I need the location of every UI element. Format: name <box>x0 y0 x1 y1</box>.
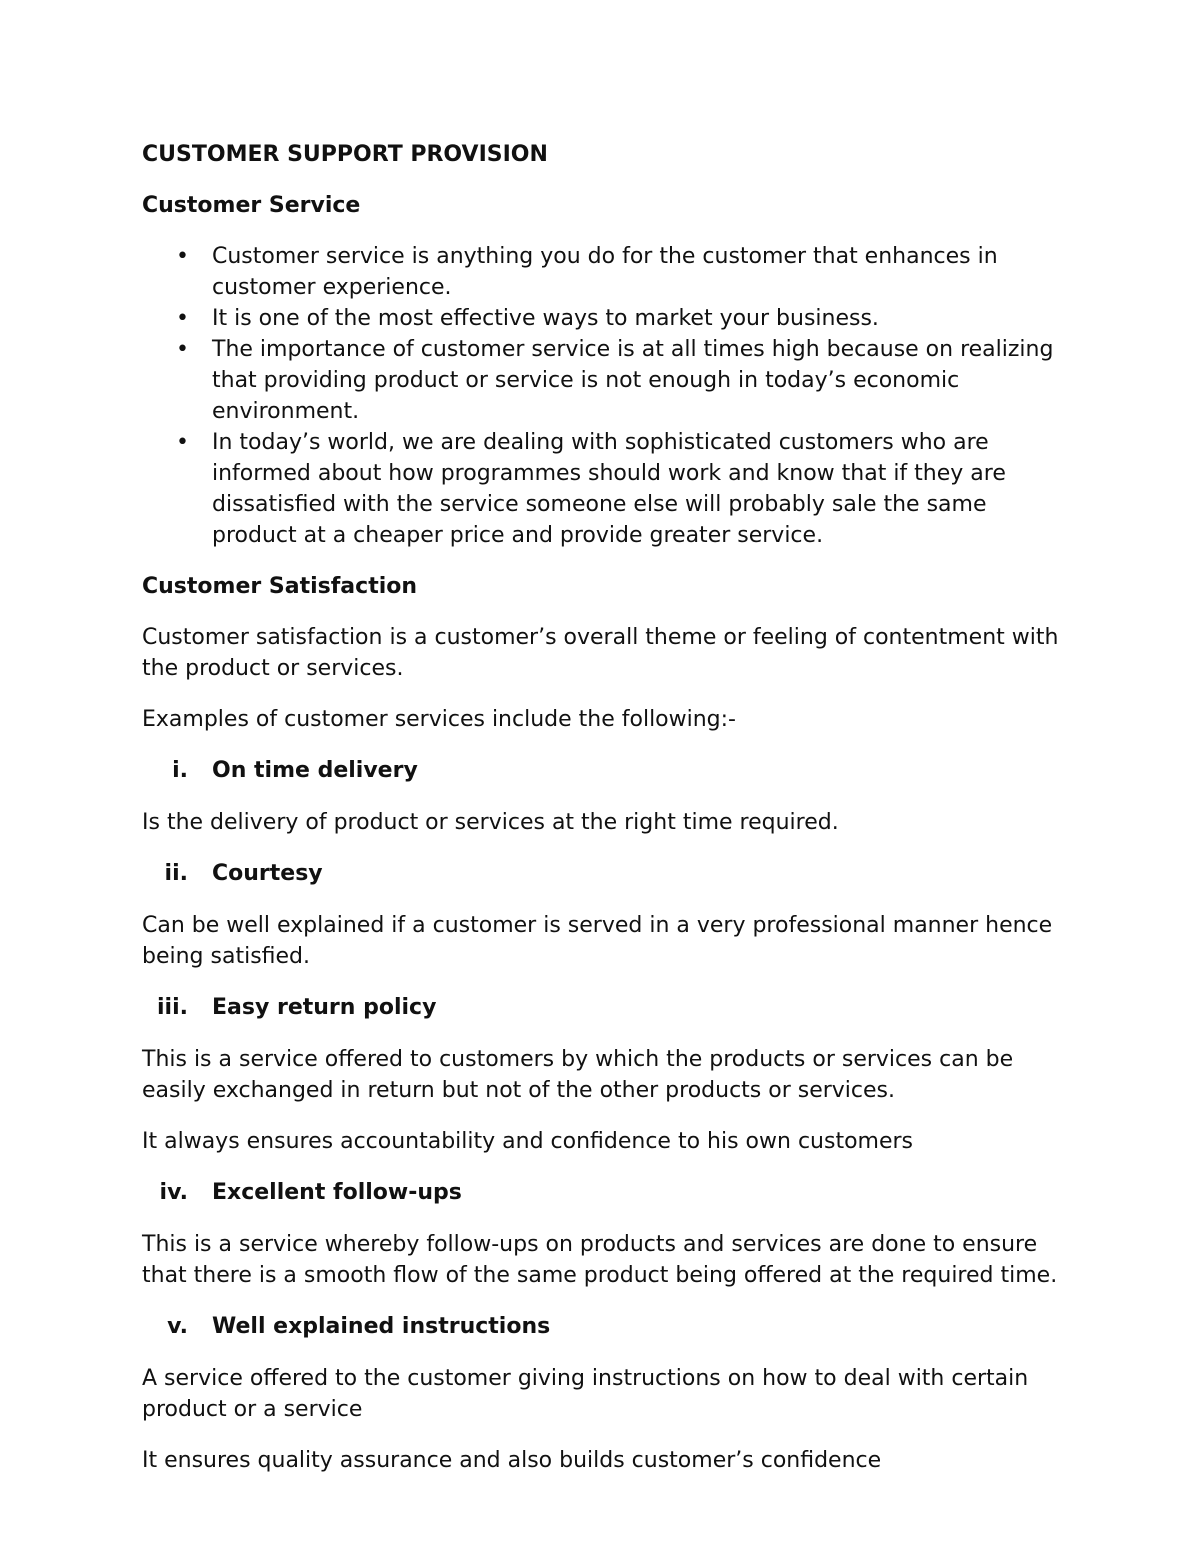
example-heading-text: Courtesy <box>212 861 323 886</box>
example-heading-well-explained-instructions <box>142 1311 1072 1342</box>
example-paragraph: A service offered to the customer giving instructions on how to deal with certain product or a service <box>142 1366 1029 1422</box>
example-paragraph: It ensures quality assurance and also builds customer’s confidence <box>142 1448 882 1473</box>
bullet-icon: • <box>176 244 189 269</box>
roman-numeral: iii. <box>157 995 188 1020</box>
roman-numeral: v. <box>167 1314 188 1339</box>
list-item <box>142 303 1072 334</box>
roman-numeral: i. <box>172 758 188 783</box>
example-heading-text: Excellent follow-ups <box>212 1180 462 1205</box>
example-heading-text: Easy return policy <box>212 995 437 1020</box>
example-paragraph: Can be well explained if a customer is served in a very professional manner hence being satisfied. <box>142 913 1053 969</box>
customer-service-heading: Customer Service <box>142 193 361 218</box>
bullet-text: Customer service is anything you do for the customer that enhances in customer experience. <box>212 244 998 300</box>
example-heading-excellent-follow-ups <box>142 1177 1072 1208</box>
bullet-text: In today’s world, we are dealing with sophisticated customers who are informed about how programmes should work and know that if they are dissatisfied with the service someone else will probably sale the same product at a cheaper price and provide greater service. <box>212 430 1006 548</box>
examples-intro: Examples of customer services include the following:- <box>142 707 736 732</box>
example-heading-courtesy <box>142 858 1072 889</box>
example-heading-easy-return-policy <box>142 992 1072 1023</box>
bullet-icon: • <box>176 337 189 362</box>
customer-satisfaction-definition: Customer satisfaction is a customer’s overall theme or feeling of contentment with the product or services. <box>142 625 1059 681</box>
example-heading-on-time-delivery <box>142 755 1072 786</box>
bullet-icon: • <box>176 306 189 331</box>
document-page <box>142 139 1072 1496</box>
example-heading-text: On time delivery <box>212 758 418 783</box>
list-item <box>142 427 1072 551</box>
document-title: CUSTOMER SUPPORT PROVISION <box>142 142 548 167</box>
example-heading-text: Well explained instructions <box>212 1314 551 1339</box>
bullet-text: The importance of customer service is at all times high because on realizing that providing product or service is not enough in today’s economic environment. <box>212 337 1054 424</box>
example-paragraph: Is the delivery of product or services at the right time required. <box>142 810 839 835</box>
customer-satisfaction-heading: Customer Satisfaction <box>142 574 418 599</box>
example-paragraph: This is a service whereby follow-ups on products and services are done to ensure that there is a smooth flow of the same product being offered at the required time. <box>142 1232 1058 1288</box>
list-item <box>142 334 1072 427</box>
bullet-icon: • <box>176 430 189 455</box>
example-paragraph: This is a service offered to customers by which the products or services can be easily exchanged in return but not of the other products or services. <box>142 1047 1014 1103</box>
roman-numeral: ii. <box>164 861 188 886</box>
bullet-text: It is one of the most effective ways to market your business. <box>212 306 879 331</box>
customer-service-bullet-list <box>142 241 1072 551</box>
example-paragraph: It always ensures accountability and confidence to his own customers <box>142 1129 913 1154</box>
roman-numeral: iv. <box>159 1180 188 1205</box>
list-item <box>142 241 1072 303</box>
